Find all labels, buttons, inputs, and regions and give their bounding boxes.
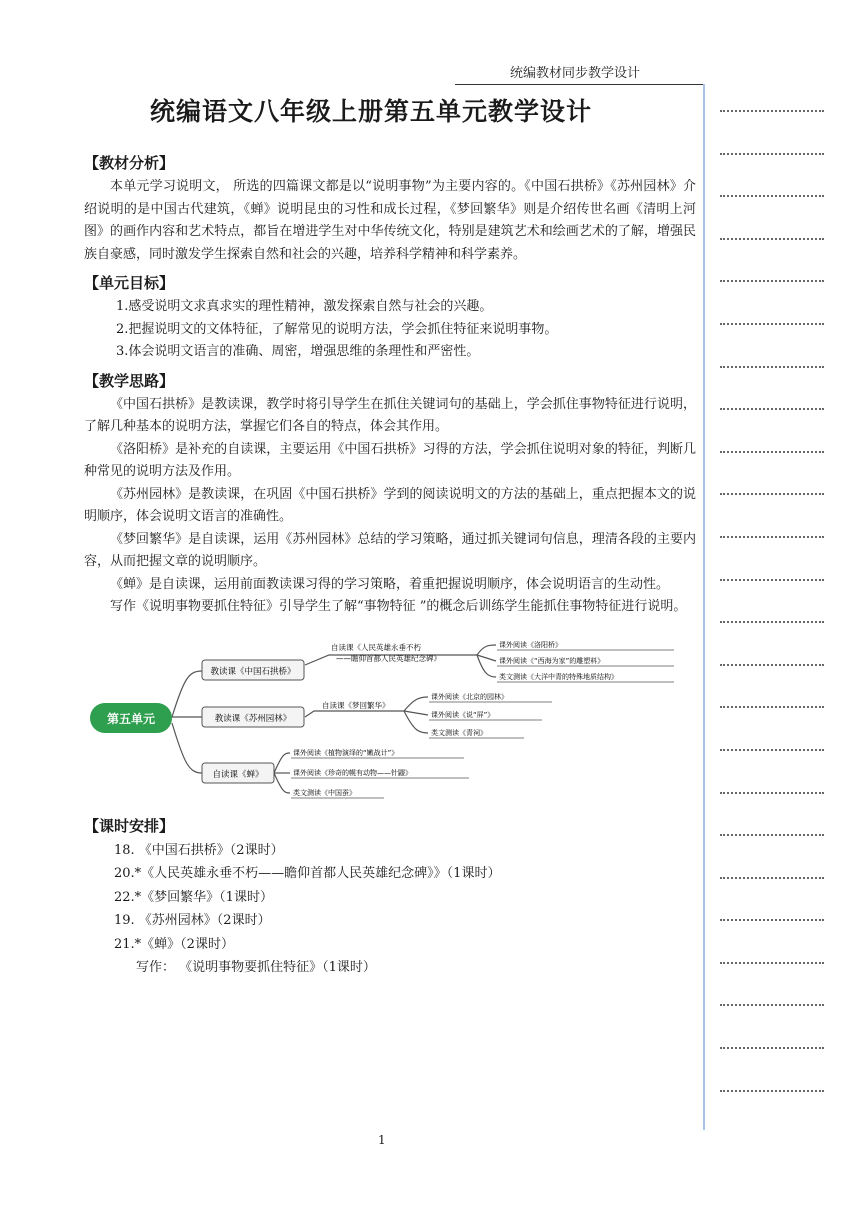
mindmap-node: 教读课《苏州园林》	[214, 713, 292, 724]
note-line	[720, 451, 824, 453]
mindmap-sub: ——瞻仰首都人民英雄纪念碑》	[336, 653, 441, 663]
section-heading-schedule: 【课时安排】	[84, 816, 175, 835]
note-line	[720, 664, 824, 666]
note-line	[720, 110, 824, 112]
schedule-item: 19. 《苏州园林》（2课时）	[114, 913, 271, 928]
note-line	[720, 195, 824, 197]
schedule-item: 18. 《中国石拱桥》（2课时）	[114, 842, 284, 858]
mindmap-sub: 自读课《梦回繁华》	[322, 700, 390, 710]
section-heading-approach: 【教学思路】	[84, 371, 175, 390]
note-line	[720, 962, 824, 964]
approach-paragraph: 《中国石拱桥》是教读课，教学时将引导学生在抓住关键词句的基础上，学会抓住事物特征进行说明，了解几种基本的说明方法，掌握它们各自的特点，体会其作用。	[84, 396, 696, 434]
page-number: 1	[378, 1133, 386, 1147]
note-line	[720, 536, 824, 538]
note-line	[720, 408, 824, 410]
goal-item: 1.感受说明文求真求实的理性精神，激发探索自然与社会的兴趣。	[116, 299, 493, 314]
goal-item: 3.体会说明文语言的准确、周密，增强思维的条理性和严密性。	[116, 344, 480, 359]
schedule-item: 20.*《人民英雄永垂不朽——瞻仰首都人民英雄纪念碑》》（1课时）	[114, 866, 501, 881]
margin-rule	[703, 84, 705, 1130]
mindmap-node: 自读课《蝉》	[212, 769, 264, 780]
mindmap-leaf: 类文测读《大洋中青的特殊地质结构》	[499, 672, 618, 681]
note-line	[720, 706, 824, 708]
note-line	[720, 792, 824, 794]
note-line	[720, 621, 824, 623]
section-heading-analysis: 【教材分析】	[84, 154, 175, 172]
schedule-writing: 写作： 《说明事物要抓住特征》（1课时）	[136, 960, 376, 975]
note-line	[720, 834, 824, 836]
mindmap-sub: 自读课《人民英雄永垂不朽	[331, 642, 421, 652]
main-content	[84, 150, 696, 980]
mindmap-root: 第五单元	[106, 711, 156, 726]
note-line	[720, 749, 824, 751]
note-line	[720, 366, 824, 368]
goal-item: 2.把握说明文的文体特征，了解常见的说明方法，学会抓住特征来说明事物。	[116, 321, 558, 337]
note-lines	[720, 110, 824, 1132]
note-line	[720, 280, 824, 282]
header-rule	[455, 84, 703, 85]
note-line	[720, 1090, 824, 1092]
note-line	[720, 877, 824, 879]
approach-paragraph: 《洛阳桥》是补充的自读课，主要运用《中国石拱桥》习得的方法，学会抓住说明对象的特征，判断几种常见的说明方法及作用。	[84, 441, 696, 479]
analysis-paragraph: 本单元学习说明文， 所选的四篇课文都是以“说明事物”为主要内容的。《中国石拱桥》《苏州园林》介绍说明的是中国古代建筑，《蝉》说明昆虫的习性和成长过程，《梦回繁华》则是介绍传世名画《清明上河图》的画作内容和艺术特点，都旨在增进学生对中华传统文化，特别是建筑艺术和绘画艺术的了解，增强民族自豪感，同时激发学生探索自然和社会的兴趣，培养科学精神和科学素养。	[84, 179, 696, 262]
note-line	[720, 919, 824, 921]
approach-paragraph: 《蝉》是自读课，运用前面教读课习得的学习策略，着重把握说明顺序，体会说明语言的生动性。	[110, 576, 670, 592]
note-line	[720, 579, 824, 581]
mindmap-leaf: 课外阅读《“西海为家”的雕塑料》	[499, 656, 605, 665]
mindmap-node: 教读课《中国石拱桥》	[210, 666, 296, 677]
note-line	[720, 493, 824, 495]
unit-mindmap	[84, 633, 696, 801]
note-line	[720, 153, 824, 155]
mindmap-leaf: 课外阅读《珍奇的幌有动物——针鼹》	[293, 768, 412, 777]
schedule-item: 22.*《梦回繁华》（1课时）	[114, 889, 273, 905]
page-title: 统编语文八年级上册第五单元教学设计	[150, 97, 593, 126]
approach-paragraph: 《苏州园林》是教读课，在巩固《中国石拱桥》学到的阅读说明文的方法的基础上，重点把握本文的说明顺序，体会说明文语言的准确性。	[84, 486, 696, 524]
approach-paragraph: 写作《说明事物要抓住特征》引导学生了解“事物特征 ”的概念后训练学生能抓住事物特征进行说明。	[110, 599, 687, 614]
schedule-item: 21.*《蝉》（2课时）	[114, 936, 234, 952]
mindmap-leaf: 类文测读《青祠》	[431, 728, 487, 737]
note-line	[720, 1004, 824, 1006]
mindmap-leaf: 类文测读《中国蚕》	[293, 788, 356, 797]
mindmap-leaf: 课外阅读《北京的园林》	[431, 692, 508, 701]
note-line	[720, 238, 824, 240]
mindmap-leaf: 课外阅读《洛阳桥》	[499, 640, 562, 649]
header-note: 统编教材同步教学设计	[510, 66, 641, 81]
schedule-list	[84, 839, 696, 980]
section-heading-goals: 【单元目标】	[84, 274, 175, 292]
note-line	[720, 1047, 824, 1049]
note-line	[720, 323, 824, 325]
mindmap-leaf: 课外阅读《说“屏”》	[431, 710, 495, 719]
mindmap-leaf: 课外阅读《植物演绎的“嫩战计”》	[293, 748, 399, 757]
approach-paragraph: 《梦回繁华》是自读课，运用《苏州园林》总结的学习策略，通过抓关键词句信息，理清各段的主要内容，从而把握文章的说明顺序。	[84, 531, 696, 569]
